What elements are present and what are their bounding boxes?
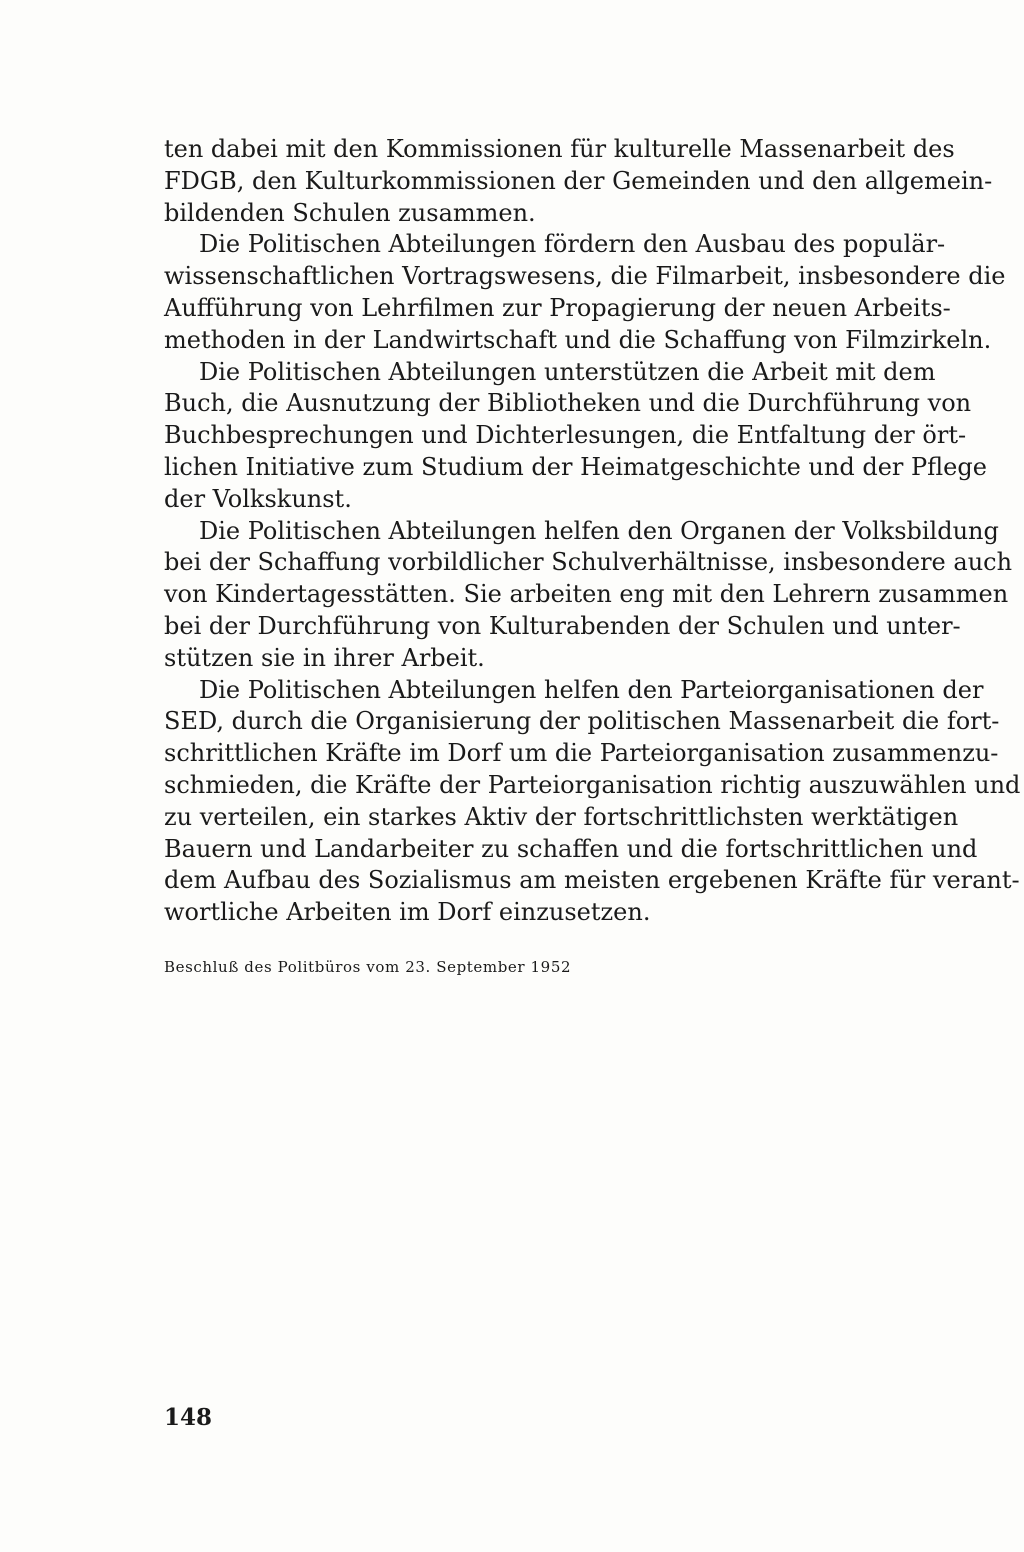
text-line: Die Politischen Abteilungen helfen den Parteiorganisationen der [199, 675, 984, 704]
text-line: bei der Durchführung von Kulturabenden der Schulen und unter- [164, 611, 961, 640]
text-line: schrittlichen Kräfte im Dorf um die Parteiorganisation zusammenzu- [164, 739, 999, 768]
paragraph-1 [164, 134, 993, 229]
paragraph-2 [164, 229, 1006, 356]
page-number: 148 [164, 1404, 213, 1431]
text-line: Buch, die Ausnutzung der Bibliotheken und die Durchführung von [164, 389, 972, 418]
paragraph-3 [164, 357, 987, 516]
paragraph-4 [164, 516, 1013, 675]
text-line: Die Politischen Abteilungen unterstützen die Arbeit mit dem [199, 357, 936, 386]
text-line: Buchbesprechungen und Dichterlesungen, die Entfaltung der ört- [164, 421, 967, 450]
text-line: der Volkskunst. [164, 484, 352, 513]
text-line: SED, durch die Organisierung der politischen Massenarbeit die fort- [164, 707, 1000, 736]
text-line: Bauern und Landarbeiter zu schaffen und die fortschrittlichen und [164, 834, 978, 863]
text-line: zu verteilen, ein starkes Aktiv der fortschrittlichsten werktätigen [164, 802, 959, 831]
text-line: stützen sie in ihrer Arbeit. [164, 643, 485, 672]
text-line: Aufführung von Lehrfilmen zur Propagierung der neuen Arbeits- [164, 293, 951, 322]
text-line: methoden in der Landwirtschaft und die Schaffung von Filmzirkeln. [164, 325, 992, 354]
text-line: dem Aufbau des Sozialismus am meisten ergebenen Kräfte für verant- [164, 866, 1020, 895]
text-line: bei der Schaffung vorbildlicher Schulverhältnisse, insbesondere auch [164, 548, 1013, 577]
text-line: schmieden, die Kräfte der Parteiorganisation richtig auszuwählen und [164, 770, 1021, 799]
source-note: Beschluß des Politbüros vom 23. September 1952 [164, 958, 572, 976]
text-line: wortliche Arbeiten im Dorf einzusetzen. [164, 898, 651, 927]
body-text [164, 134, 1021, 929]
text-line: FDGB, den Kulturkommissionen der Gemeinden und den allgemein- [164, 166, 993, 195]
text-line: bildenden Schulen zusammen. [164, 198, 536, 227]
paragraph-5 [164, 675, 1021, 929]
text-line: wissenschaftlichen Vortragswesens, die Filmarbeit, insbesondere die [164, 262, 1006, 291]
text-line: ten dabei mit den Kommissionen für kulturelle Massenarbeit des [164, 135, 955, 163]
text-line: lichen Initiative zum Studium der Heimatgeschichte und der Pflege [164, 452, 987, 481]
text-line: Die Politischen Abteilungen helfen den Organen der Volksbildung [199, 516, 999, 545]
text-line: Die Politischen Abteilungen fördern den Ausbau des populär- [199, 230, 946, 259]
text-line: von Kindertagesstätten. Sie arbeiten eng mit den Lehrern zusammen [164, 580, 1009, 609]
